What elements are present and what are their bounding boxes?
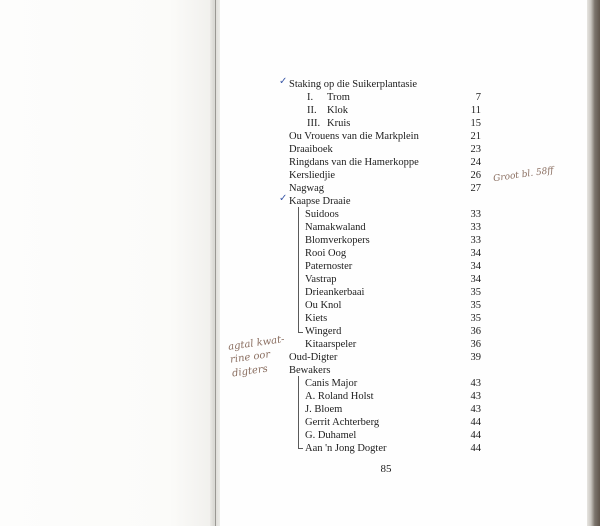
toc-entry: Kitaarspeler 36 <box>305 339 481 350</box>
toc-entry: Drieankerbaai 35 <box>305 287 481 298</box>
page-number: 33 <box>470 222 481 233</box>
page-number: 43 <box>470 378 481 389</box>
toc-entry: I. Trom 7 <box>307 92 481 103</box>
toc-entry: A. Roland Holst 43 <box>305 391 481 402</box>
toc-section-heading: Bewakers <box>289 365 331 376</box>
page-number: 44 <box>470 443 481 454</box>
check-mark-icon: ✓ <box>279 76 288 87</box>
toc-entry: Vastrap 34 <box>305 274 481 285</box>
page-number: 34 <box>470 248 481 259</box>
page-number: 36 <box>470 326 481 337</box>
toc-entry: Rooi Oog 34 <box>305 248 481 259</box>
toc-entry: Namakwaland 33 <box>305 222 481 233</box>
toc-entry: Blomverkopers 33 <box>305 235 481 246</box>
page-folio: 85 <box>380 463 392 475</box>
toc-entry: Kiets 35 <box>305 313 481 324</box>
roman-numeral: III. <box>307 118 321 129</box>
toc-section-heading: Kaapse Draaie <box>289 196 351 207</box>
toc-entry: J. Bloem 43 <box>305 404 481 415</box>
group-bracket <box>298 376 303 449</box>
page-number: 7 <box>475 92 481 103</box>
roman-numeral: I. <box>307 92 314 103</box>
toc-entry: Canis Major 43 <box>305 378 481 389</box>
margin-note-line: digters <box>231 363 269 380</box>
page-number: 36 <box>470 339 481 350</box>
toc-entry: III. Kruis 15 <box>307 118 481 129</box>
page-number: 35 <box>470 313 481 324</box>
margin-note-line: rine oor <box>229 349 271 366</box>
page-number: 23 <box>470 144 481 155</box>
page-number: 44 <box>470 430 481 441</box>
page-number: 34 <box>470 274 481 285</box>
page-number: 33 <box>470 209 481 220</box>
margin-note-line: agtal kwat- <box>227 334 286 353</box>
page-number: 15 <box>470 118 481 129</box>
group-bracket <box>298 207 303 333</box>
check-mark-icon: ✓ <box>279 193 288 204</box>
page-number: 35 <box>470 287 481 298</box>
toc-entry: Ou Knol 35 <box>305 300 481 311</box>
page-number: 43 <box>470 404 481 415</box>
toc-entry: Ou Vrouens van die Markplein 21 <box>289 131 481 142</box>
page-number: 24 <box>470 157 481 168</box>
toc-entry: Nagwag 27 <box>289 183 481 194</box>
toc-entry: Ringdans van die Hamerkoppe 24 <box>289 157 481 168</box>
roman-numeral: II. <box>307 105 317 116</box>
page-number: 21 <box>470 131 481 142</box>
toc-entry: Kersliedjie 26 <box>289 170 481 181</box>
toc-entry: Suidoos 33 <box>305 209 481 220</box>
page-number: 26 <box>470 170 481 181</box>
toc-entry: Oud-Digter 39 <box>289 352 481 363</box>
toc-section-heading: Staking op die Suikerplantasie <box>289 79 418 90</box>
toc-entry: G. Duhamel 44 <box>305 430 481 441</box>
margin-note-right: Groot bl. 58ff <box>492 165 555 185</box>
page-number: 27 <box>470 183 481 194</box>
page-number: 11 <box>470 105 481 116</box>
toc-entry: Gerrit Achterberg 44 <box>305 417 481 428</box>
toc-entry: II. Klok 11 <box>307 105 481 116</box>
page-number: 35 <box>470 300 481 311</box>
page-number: 34 <box>470 261 481 272</box>
toc-entry: Aan 'n Jong Dogter 44 <box>305 443 481 454</box>
page-number: 43 <box>470 391 481 402</box>
page-number: 33 <box>470 235 481 246</box>
toc-entry: Paternoster 34 <box>305 261 481 272</box>
toc-entry: Draaiboek 23 <box>289 144 481 155</box>
toc-entry: Wingerd 36 <box>305 326 481 337</box>
page-number: 44 <box>470 417 481 428</box>
page-number: 39 <box>470 352 481 363</box>
